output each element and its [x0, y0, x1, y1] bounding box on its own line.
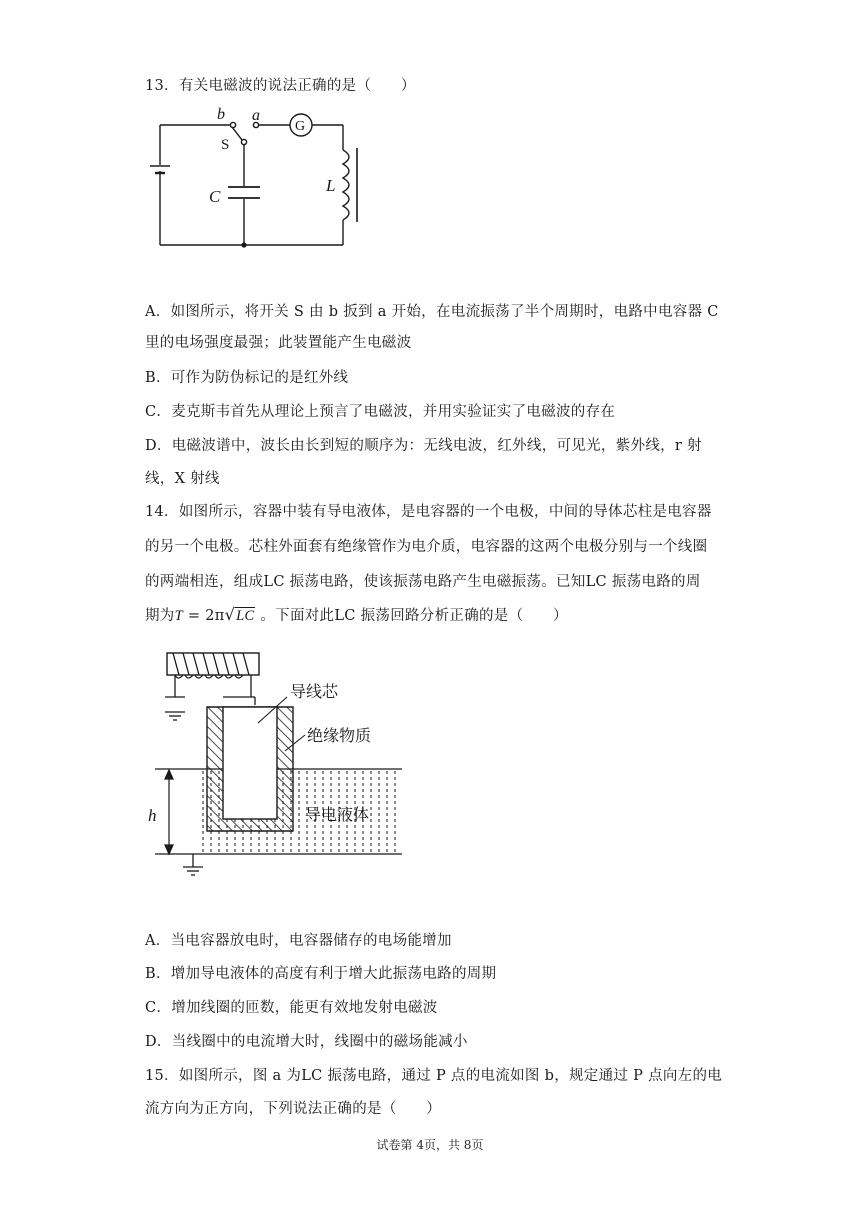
label-a: a	[252, 107, 260, 124]
label-insulator: 绝缘物质	[307, 726, 372, 745]
q14-option-d: D．当线圈中的电流增大时，线圈中的磁场能减小	[145, 1034, 468, 1050]
label-galvanometer-g: G	[295, 119, 306, 134]
q13-option-a-line1: A．如图所示，将开关 S 由 b 扳到 a 开始，在电流振荡了半个周期时，电路中电容器 C	[145, 304, 719, 320]
q14-option-c: C．增加线圈的匝数，能更有效地发射电磁波	[145, 1000, 438, 1016]
q13-option-a-line2: 里的电场强度最强；此装置能产生电磁波	[145, 335, 412, 351]
q13-stem: 13．有关电磁波的说法正确的是（ ）	[145, 78, 416, 94]
q15-stem-line1: 15．如图所示，图 a 为LC 振荡电路，通过 P 点的电流如图 b，规定通过 P 点向左的电	[145, 1068, 723, 1084]
q13-option-d-line2: 线，X 射线	[145, 471, 220, 487]
q14-stem-line1: 14．如图所示，容器中装有导电液体，是电容器的一个电极，中间的导体芯柱是电容器	[145, 504, 712, 520]
q13-option-b: B．可作为防伪标记的是红外线	[145, 370, 349, 386]
label-b: b	[217, 106, 225, 123]
label-height-h: h	[148, 806, 157, 825]
q14-stem-line4: 期为T = 2π√LC 。下面对此LC 振荡回路分析正确的是（ ）	[145, 605, 568, 624]
q14-option-a: A．当电容器放电时，电容器储存的电场能增加	[145, 933, 452, 949]
label-core: 导线芯	[290, 682, 339, 701]
formula-eq: = 2π	[182, 608, 225, 624]
q14-stem-line3: 的两端相连，组成LC 振荡电路，使该振荡电路产生电磁振荡。已知LC 振荡电路的周	[145, 574, 701, 590]
label-conductive-liquid: 导电液体	[305, 805, 370, 824]
q14-line4-suffix: 。下面对此LC 振荡回路分析正确的是（ ）	[255, 608, 568, 624]
label-inductor-l: L	[326, 176, 336, 195]
q13-option-c: C．麦克斯韦首先从理论上预言了电磁波，并用实验证实了电磁波的存在	[145, 404, 616, 420]
q15-stem-line2: 流方向为正方向，下列说法正确的是（ ）	[145, 1101, 441, 1117]
label-switch-s: S	[221, 137, 230, 153]
page-footer: 试卷第 4页，共 8页	[376, 1138, 484, 1152]
q13-option-d-line1: D．电磁波谱中，波长由长到短的顺序为：无线电波，红外线，可见光，紫外线，r 射	[145, 438, 702, 454]
q14-line4-prefix: 期为	[145, 608, 175, 624]
q14-option-b: B．增加导电液体的高度有利于增大此振荡电路的周期	[145, 966, 497, 982]
q14-stem-line2: 的另一个电极。芯柱外面套有绝缘管作为电介质，电容器的这两个电极分别与一个线圈	[145, 539, 708, 555]
q13-lc-circuit-figure	[150, 100, 370, 260]
formula-lc: LC	[236, 608, 255, 624]
formula-t: T	[174, 608, 183, 624]
label-capacitor-c: C	[209, 187, 221, 206]
q14-capacitor-container-figure	[145, 645, 410, 885]
